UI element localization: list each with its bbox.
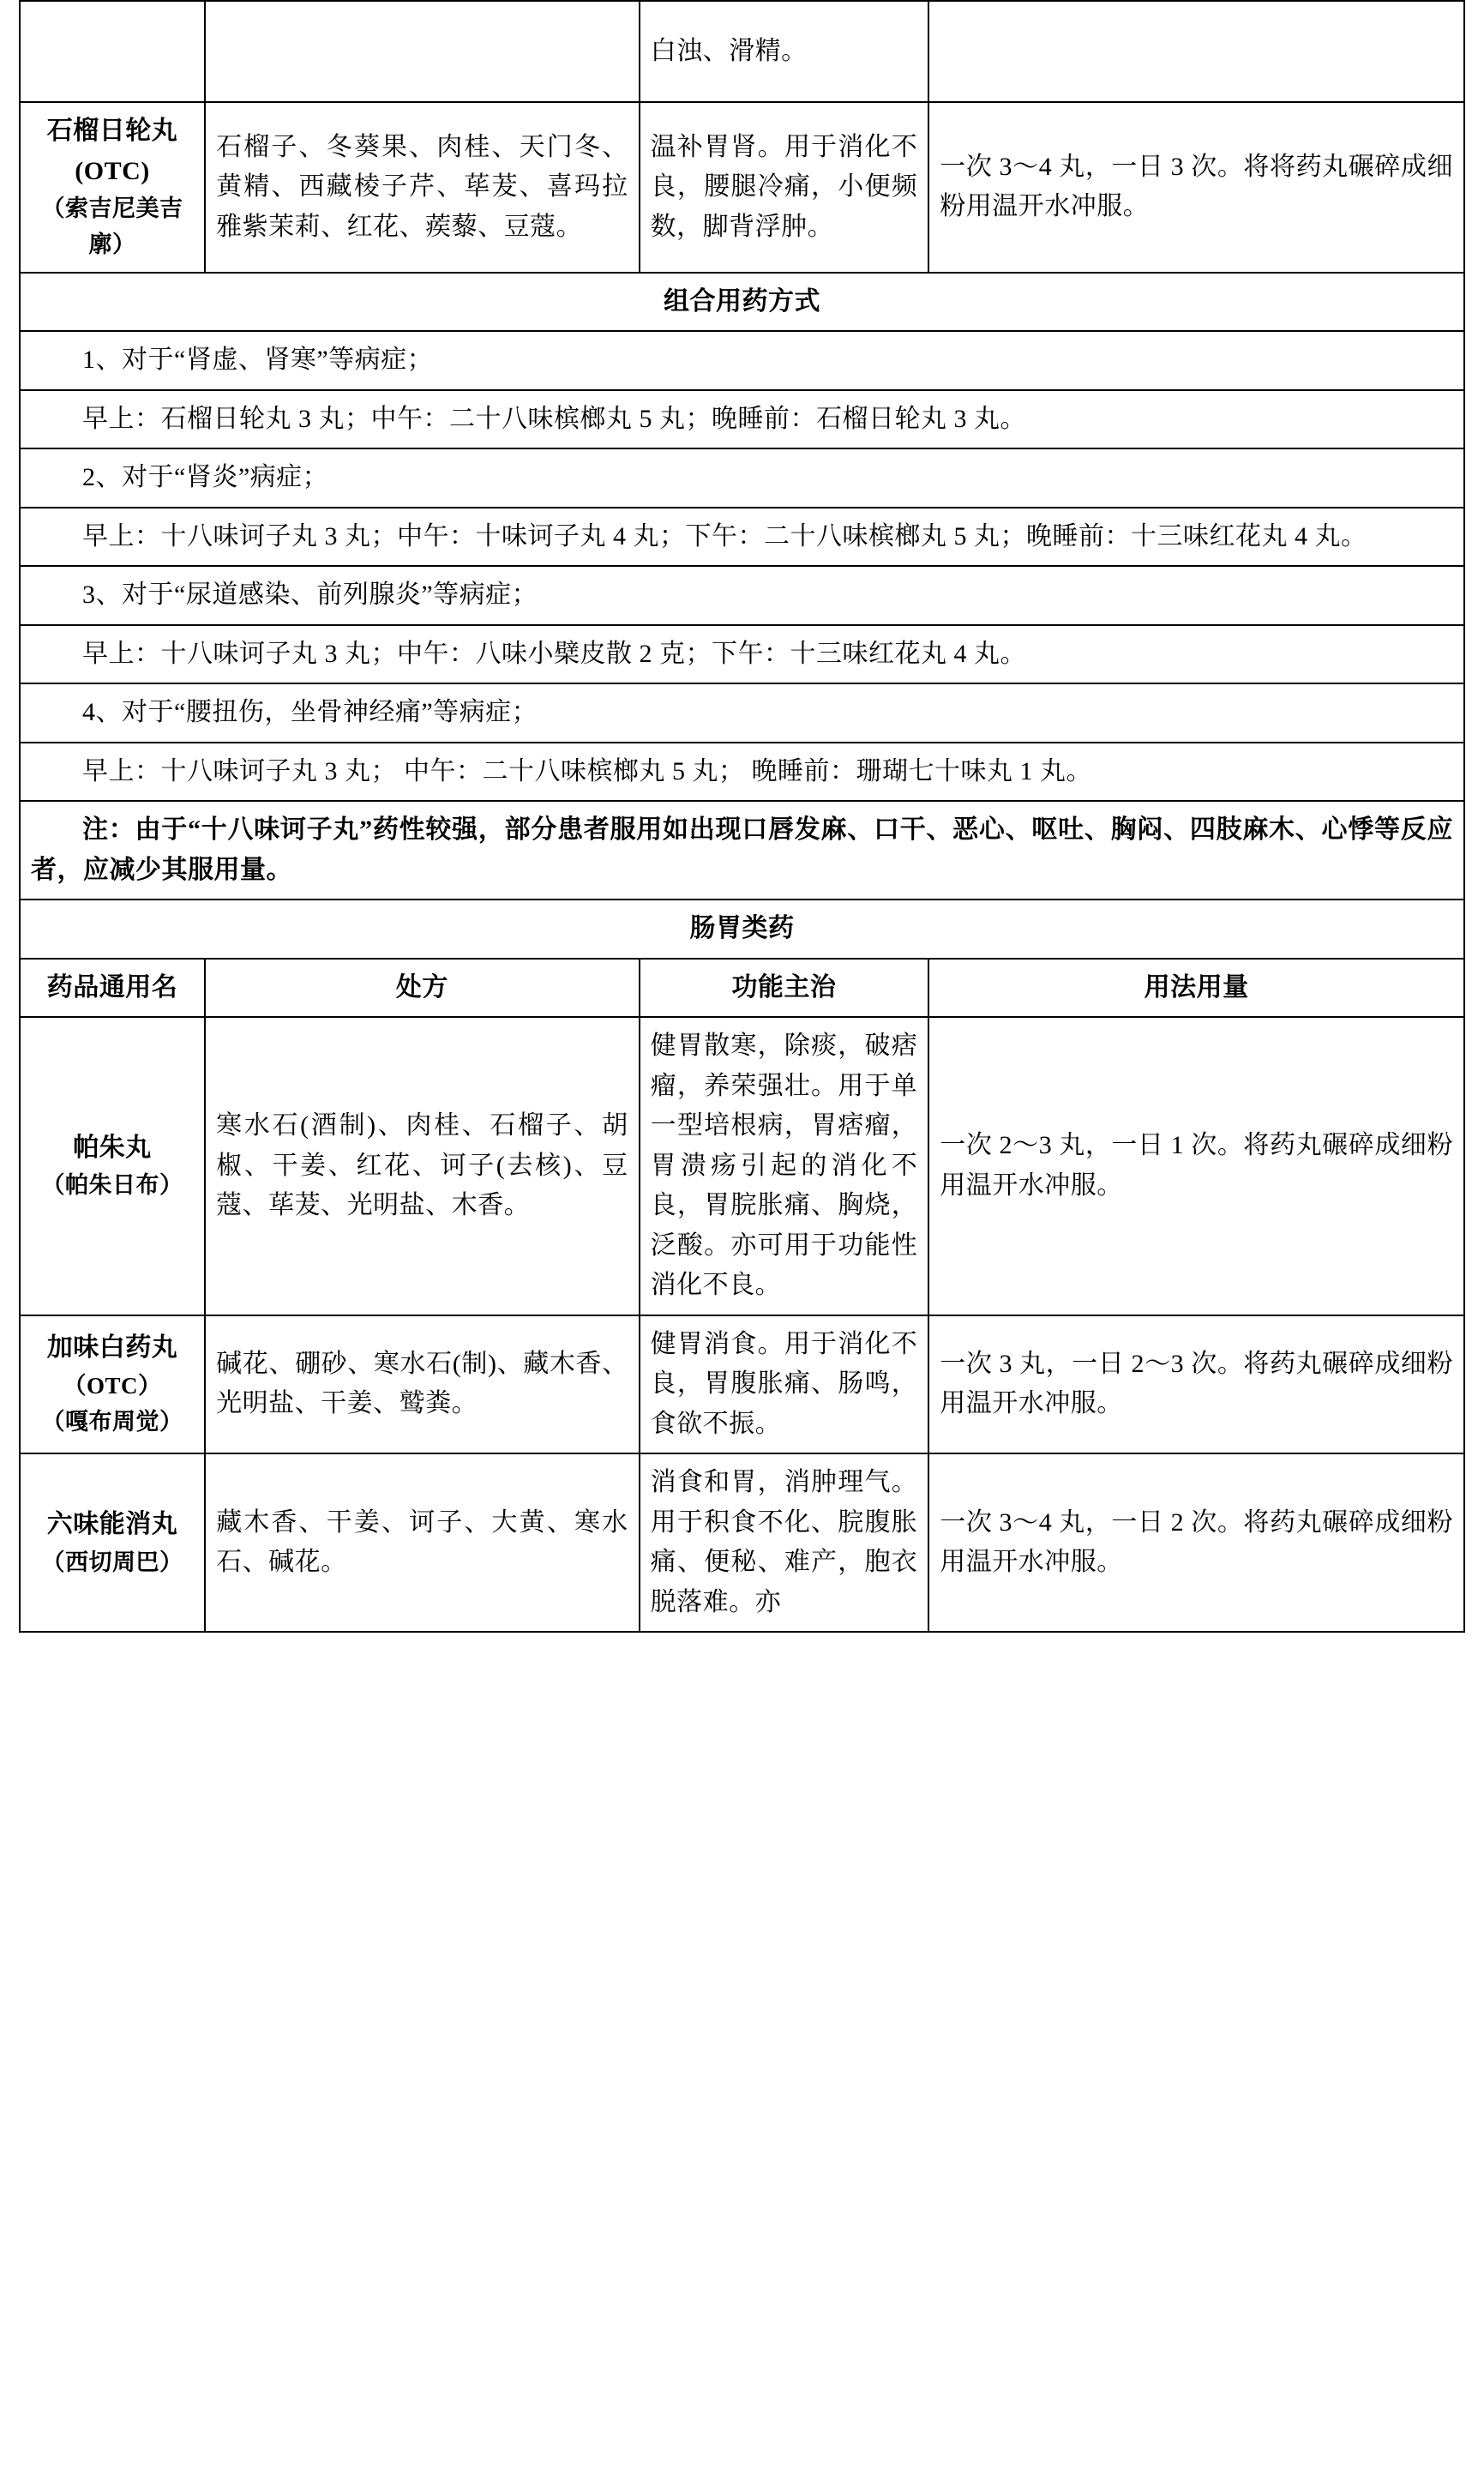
drug-name-main: 石榴日轮丸(OTC) — [46, 117, 178, 185]
section-title-gastro: 肠胃类药 — [20, 900, 1464, 959]
cell-function: 白浊、滑精。 — [640, 1, 929, 102]
cell-prescription-empty — [205, 1, 640, 102]
cell-drug-name — [20, 1315, 205, 1454]
combo-item-4: 早上：十八味诃子丸 3 丸；中午：十味诃子丸 4 丸；下午：二十八味槟榔丸 5 丸；晚睡前：十三味红花丸 4 丸。 — [20, 508, 1464, 567]
table-row — [20, 625, 1464, 684]
combo-item-2: 早上：石榴日轮丸 3 丸；中午：二十八味槟榔丸 5 丸；晚睡前：石榴日轮丸 3 丸。 — [20, 390, 1464, 449]
table-row — [20, 508, 1464, 567]
table-row — [20, 102, 1464, 273]
drug-name-sub: （索吉尼美吉廓） — [41, 196, 183, 257]
cell-drug-name — [20, 1017, 205, 1315]
table-row — [20, 390, 1464, 449]
drug-name-main: 帕朱丸 — [73, 1133, 152, 1162]
cell-prescription: 寒水石(酒制)、肉桂、石榴子、胡椒、干姜、红花、诃子(去核)、豆蔻、荜茇、光明盐、木香。 — [205, 1017, 640, 1315]
combo-section-title: 组合用药方式 — [20, 273, 1464, 332]
cell-drug-name — [20, 102, 205, 273]
cell-function: 消食和胃，消肿理气。用于积食不化、脘腹胀痛、便秘、难产，胞衣脱落难。亦 — [640, 1453, 929, 1632]
cell-function: 温补胃肾。用于消化不良，腰腿冷痛，小便频数，脚背浮肿。 — [640, 102, 929, 273]
cell-dosage: 一次 3～4 丸，一日 3 次。将将药丸碾碎成细粉用温开水冲服。 — [928, 102, 1464, 273]
table-row — [20, 448, 1464, 508]
drug-name-sub: （西切周巴） — [41, 1549, 183, 1575]
table-row — [20, 1, 1464, 102]
cell-dosage: 一次 3～4 丸，一日 2 次。将药丸碾碎成细粉用温开水冲服。 — [928, 1453, 1464, 1632]
header-dosage: 用法用量 — [928, 959, 1464, 1018]
drug-name-main: 加味白药丸 — [46, 1333, 178, 1363]
medicine-table — [19, 0, 1465, 1633]
combo-item-5: 3、对于“尿道感染、前列腺炎”等病症； — [20, 566, 1464, 625]
combo-item-1: 1、对于“肾虚、肾寒”等病症； — [20, 331, 1464, 390]
drug-name-sub: （帕朱日布） — [41, 1172, 183, 1199]
combo-item-7: 4、对于“腰扭伤，坐骨神经痛”等病症； — [20, 683, 1464, 743]
table-row — [20, 331, 1464, 390]
table-row — [20, 1017, 1464, 1315]
combo-note: 注：由于“十八味诃子丸”药性较强，部分患者服用如出现口唇发麻、口干、恶心、呕吐、胸闷、四肢麻木、心悸等反应者，应减少其服用量。 — [20, 801, 1464, 900]
combo-item-8: 早上：十八味诃子丸 3 丸； 中午：二十八味槟榔丸 5 丸； 晚睡前：珊瑚七十味丸 1 丸。 — [20, 743, 1464, 802]
table-row — [20, 900, 1464, 959]
drug-name-sub: （嘎布周觉） — [41, 1408, 183, 1435]
table-row — [20, 566, 1464, 625]
cell-prescription: 碱花、硼砂、寒水石(制)、藏木香、光明盐、干姜、鹫粪。 — [205, 1315, 640, 1454]
drug-name-otc: （OTC） — [63, 1372, 162, 1399]
table-row — [20, 273, 1464, 332]
cell-dosage: 一次 3 丸，一日 2～3 次。将药丸碾碎成细粉用温开水冲服。 — [928, 1315, 1464, 1454]
cell-name-empty — [20, 1, 205, 102]
drug-name-main: 六味能消丸 — [46, 1510, 178, 1539]
header-prescription: 处方 — [205, 959, 640, 1018]
table-row — [20, 1315, 1464, 1454]
cell-function: 健胃散寒，除痰，破痞瘤，养荣强壮。用于单一型培根病，胃痞瘤，胃溃疡引起的消化不良，胃脘胀痛、胸烧，泛酸。亦可用于功能性消化不良。 — [640, 1017, 929, 1315]
combo-item-3: 2、对于“肾炎”病症； — [20, 448, 1464, 508]
cell-drug-name — [20, 1453, 205, 1632]
header-drug-name: 药品通用名 — [20, 959, 205, 1018]
table-row — [20, 1453, 1464, 1632]
cell-prescription: 石榴子、冬葵果、肉桂、天门冬、黄精、西藏棱子芹、荜茇、喜玛拉雅紫茉莉、红花、蒺藜、豆蔻。 — [205, 102, 640, 273]
cell-function: 健胃消食。用于消化不良，胃腹胀痛、肠鸣，食欲不振。 — [640, 1315, 929, 1454]
table-row — [20, 683, 1464, 743]
cell-dosage-empty — [928, 1, 1464, 102]
cell-prescription: 藏木香、干姜、诃子、大黄、寒水石、碱花。 — [205, 1453, 640, 1632]
table-row — [20, 801, 1464, 900]
table-row — [20, 743, 1464, 802]
table-header-row — [20, 959, 1464, 1018]
combo-item-6: 早上：十八味诃子丸 3 丸；中午：八味小檗皮散 2 克；下午：十三味红花丸 4 丸。 — [20, 625, 1464, 684]
cell-dosage: 一次 2～3 丸，一日 1 次。将药丸碾碎成细粉用温开水冲服。 — [928, 1017, 1464, 1315]
header-function: 功能主治 — [640, 959, 929, 1018]
